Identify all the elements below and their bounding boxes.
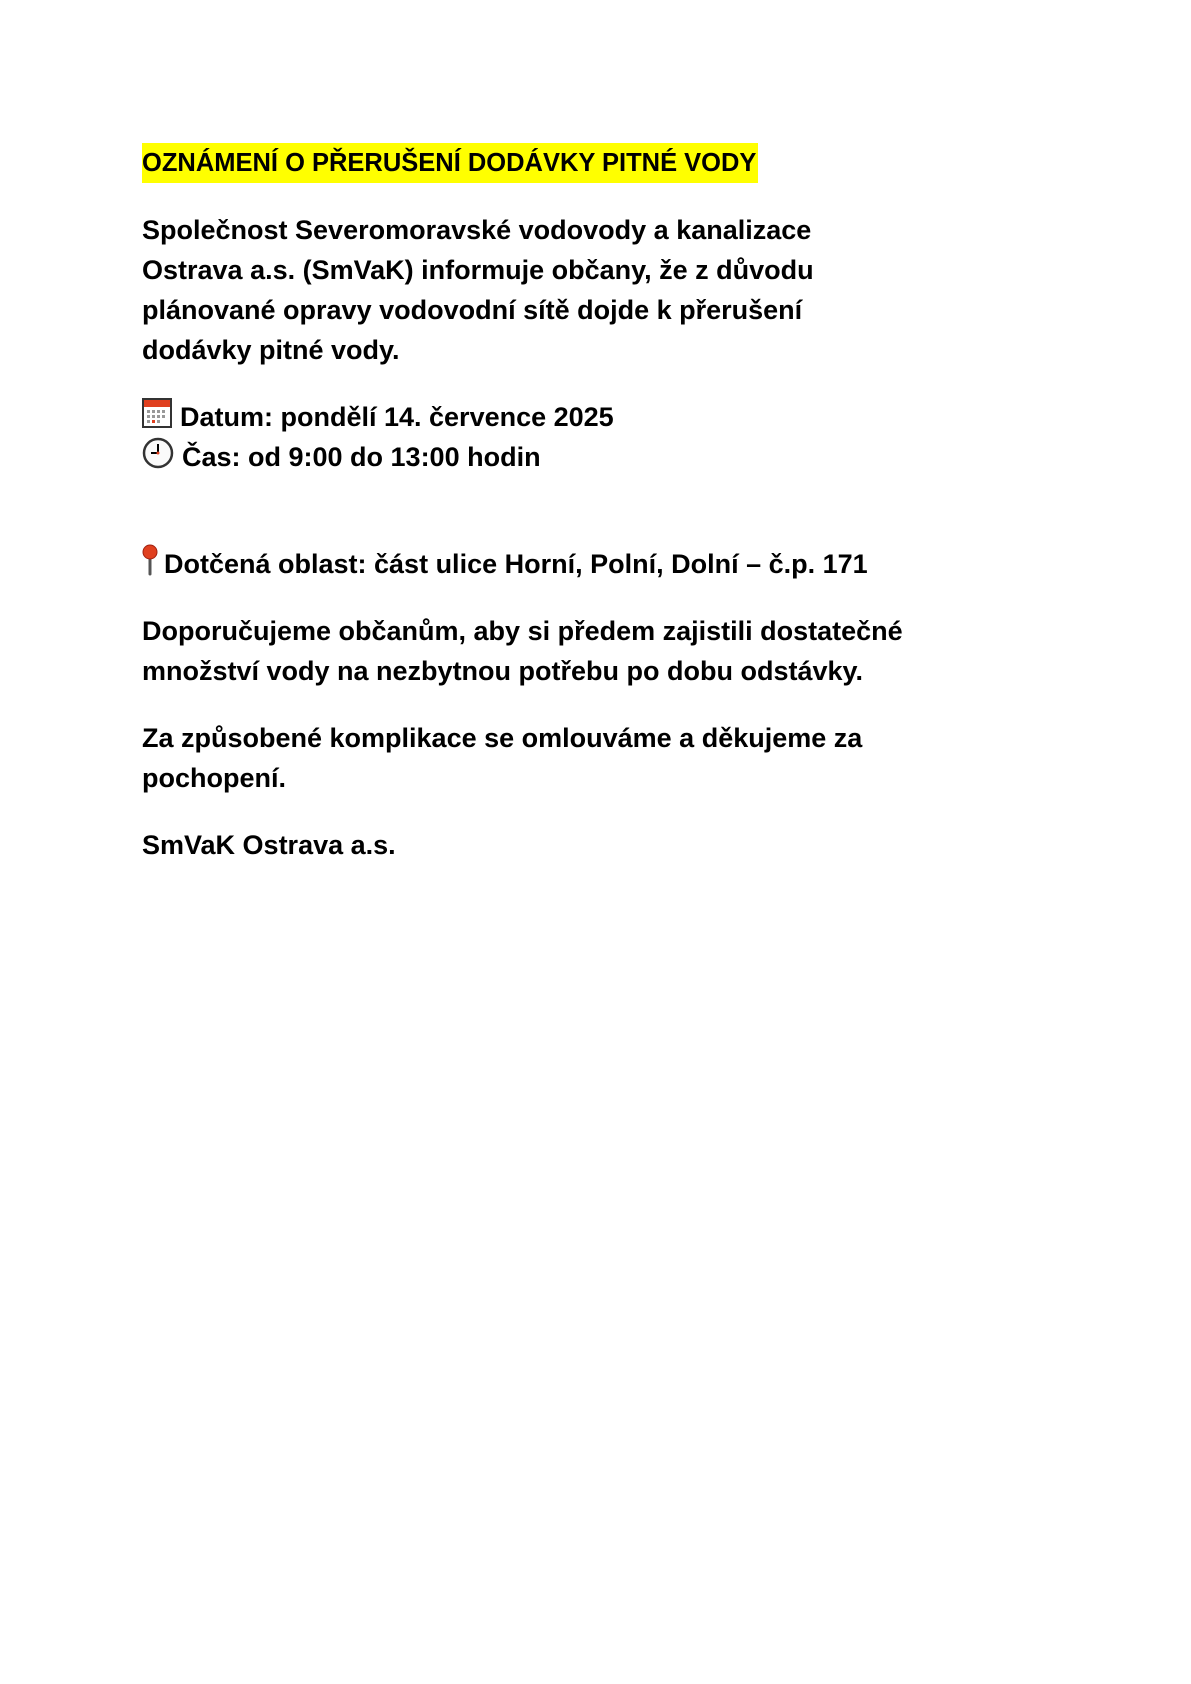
apology-paragraph	[142, 718, 862, 798]
recommendation-paragraph	[142, 611, 903, 691]
time-text: Čas: od 9:00 do 13:00 hodin	[182, 442, 541, 472]
calendar-icon	[142, 398, 172, 439]
apology-line: Za způsobené komplikace se omlouváme a děkujeme za	[142, 723, 863, 753]
apology-line: pochopení.	[142, 763, 286, 793]
notice-title: OZNÁMENÍ O PŘERUŠENÍ DODÁVKY PITNÉ VODY	[142, 143, 758, 183]
recommendation-line: množství vody na nezbytnou potřebu po dobu odstávky.	[142, 656, 864, 686]
area-text: Dotčená oblast: část ulice Horní, Polní, Dolní – č.p. 171	[164, 549, 868, 579]
recommendation-line: Doporučujeme občanům, aby si předem zajistili dostatečné	[142, 616, 903, 646]
area-line	[142, 544, 868, 587]
date-line	[142, 397, 614, 439]
intro-line: dodávky pitné vody.	[142, 335, 400, 365]
time-line	[142, 437, 541, 480]
pushpin-icon	[142, 544, 158, 587]
intro-line: Ostrava a.s. (SmVaK) informuje občany, že z důvodu	[142, 255, 814, 285]
intro-line: Společnost Severomoravské vodovody a kanalizace	[142, 215, 812, 245]
date-text: Datum: pondělí 14. července 2025	[180, 402, 614, 432]
intro-line: plánované opravy vodovodní sítě dojde k přerušení	[142, 295, 803, 325]
clock-icon	[142, 437, 174, 480]
intro-paragraph	[142, 210, 814, 370]
signature: SmVaK Ostrava a.s.	[142, 830, 396, 860]
